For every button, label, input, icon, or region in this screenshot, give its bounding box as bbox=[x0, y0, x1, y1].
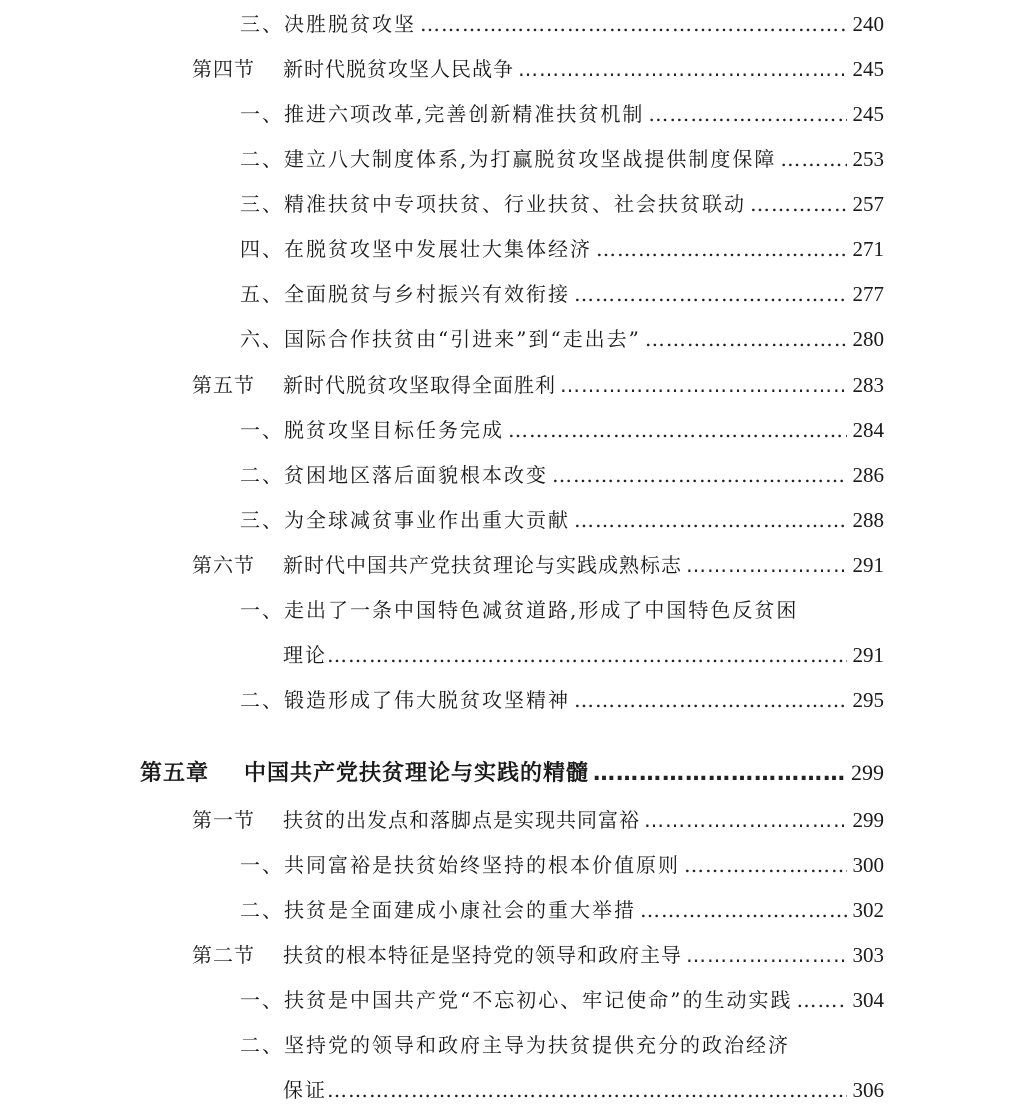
entry-number: 三、 bbox=[240, 12, 284, 36]
toc-entry-continuation[interactable] bbox=[283, 639, 884, 668]
dot-leader bbox=[686, 943, 847, 967]
entry-number: 五、 bbox=[240, 282, 284, 306]
toc-entry[interactable] bbox=[240, 8, 884, 37]
toc-entry-continuation[interactable] bbox=[283, 1074, 884, 1103]
toc-entry[interactable] bbox=[240, 233, 884, 262]
dot-leader bbox=[552, 463, 847, 487]
entry-number: 一、 bbox=[240, 853, 284, 877]
toc-section-entry[interactable] bbox=[192, 804, 884, 833]
dot-leader bbox=[327, 1078, 847, 1102]
page-number: 271 bbox=[852, 237, 884, 261]
entry-title: 扶贫是中国共产党“不忘初心、牢记使命”的生动实践 bbox=[284, 988, 793, 1012]
entry-title: 脱贫攻坚目标任务完成 bbox=[284, 418, 504, 442]
page-number: 295 bbox=[852, 688, 884, 712]
page-number: 299 bbox=[851, 760, 884, 785]
page-number: 286 bbox=[852, 463, 884, 487]
entry-title: 精准扶贫中专项扶贫、行业扶贫、社会扶贫联动 bbox=[284, 192, 746, 216]
page-number: 302 bbox=[852, 898, 884, 922]
toc-entry[interactable] bbox=[240, 188, 884, 217]
entry-number: 四、 bbox=[240, 237, 284, 261]
entry-title: 扶贫是全面建成小康社会的重大举措 bbox=[284, 898, 636, 922]
page-number: 306 bbox=[852, 1078, 884, 1102]
toc-entry[interactable] bbox=[240, 504, 884, 533]
dot-leader bbox=[574, 688, 847, 712]
toc-entry[interactable] bbox=[240, 98, 884, 127]
toc-entry[interactable] bbox=[240, 894, 884, 923]
toc-entry[interactable] bbox=[240, 459, 884, 488]
page-number: 284 bbox=[852, 418, 884, 442]
toc-entry[interactable] bbox=[240, 414, 884, 443]
toc-entry[interactable] bbox=[240, 278, 884, 307]
page-number: 245 bbox=[852, 102, 884, 126]
page-number: 240 bbox=[852, 12, 884, 36]
entry-title: 决胜脱贫攻坚 bbox=[284, 12, 416, 36]
section-number: 第六节 bbox=[192, 553, 255, 577]
dot-leader bbox=[574, 508, 847, 532]
entry-number: 一、 bbox=[240, 102, 284, 126]
dot-leader bbox=[796, 988, 846, 1012]
entry-title: 贫困地区落后面貌根本改变 bbox=[284, 463, 548, 487]
dot-leader bbox=[648, 102, 846, 126]
dot-leader bbox=[560, 373, 847, 397]
toc-section-entry[interactable] bbox=[192, 53, 884, 82]
entry-number: 一、 bbox=[240, 988, 284, 1012]
section-number: 第一节 bbox=[192, 808, 255, 832]
section-title: 扶贫的根本特征是坚持党的领导和政府主导 bbox=[283, 943, 682, 967]
dot-leader bbox=[645, 327, 847, 351]
dot-leader bbox=[420, 12, 847, 36]
entry-number: 三、 bbox=[240, 508, 284, 532]
page-number: 291 bbox=[852, 643, 884, 667]
page-number: 283 bbox=[852, 373, 884, 397]
toc-entry[interactable] bbox=[240, 323, 884, 352]
entry-number: 二、 bbox=[240, 688, 284, 712]
page-number: 299 bbox=[852, 808, 884, 832]
toc-section-entry[interactable] bbox=[192, 369, 884, 398]
entry-title-line1: 坚持党的领导和政府主导为扶贫提供充分的政治经济 bbox=[284, 1033, 790, 1057]
section-number: 第四节 bbox=[192, 57, 255, 81]
toc-chapter-entry[interactable] bbox=[140, 756, 884, 787]
toc-entry[interactable] bbox=[240, 849, 884, 878]
page-number: 304 bbox=[852, 988, 884, 1012]
chapter-number: 第五章 bbox=[140, 761, 210, 786]
entry-number: 二、 bbox=[240, 463, 284, 487]
entry-title: 推进六项改革,完善创新精准扶贫机制 bbox=[284, 102, 645, 126]
toc-entry[interactable] bbox=[240, 984, 884, 1013]
entry-title: 建立八大制度体系,为打赢脱贫攻坚战提供制度保障 bbox=[284, 147, 777, 171]
page-number: 253 bbox=[852, 147, 884, 171]
toc-entry[interactable] bbox=[240, 684, 884, 713]
section-number: 第二节 bbox=[192, 943, 255, 967]
dot-leader bbox=[574, 282, 847, 306]
chapter-title: 中国共产党扶贫理论与实践的精髓 bbox=[244, 761, 590, 786]
entry-number: 二、 bbox=[240, 147, 284, 171]
entry-title: 国际合作扶贫由“引进来”到“走出去” bbox=[284, 327, 641, 351]
page-number: 291 bbox=[852, 553, 884, 577]
entry-title: 在脱贫攻坚中发展壮大集体经济 bbox=[284, 237, 592, 261]
page-number: 277 bbox=[852, 282, 884, 306]
dot-leader bbox=[686, 553, 847, 577]
entry-number: 六、 bbox=[240, 327, 284, 351]
page-number: 257 bbox=[852, 192, 884, 216]
dot-leader bbox=[640, 898, 847, 922]
dot-leader bbox=[593, 761, 845, 786]
dot-leader bbox=[327, 643, 847, 667]
section-title: 新时代脱贫攻坚人民战争 bbox=[283, 57, 514, 81]
dot-leader bbox=[750, 192, 847, 216]
entry-title: 全面脱贫与乡村振兴有效衔接 bbox=[284, 282, 570, 306]
entry-title-line2: 理论 bbox=[283, 643, 327, 667]
page-number: 303 bbox=[852, 943, 884, 967]
toc-entry[interactable] bbox=[240, 594, 798, 623]
dot-leader bbox=[684, 853, 847, 877]
entry-number: 二、 bbox=[240, 898, 284, 922]
section-title: 扶贫的出发点和落脚点是实现共同富裕 bbox=[283, 808, 640, 832]
section-number: 第五节 bbox=[192, 373, 255, 397]
page-number: 288 bbox=[852, 508, 884, 532]
entry-title: 为全球减贫事业作出重大贡献 bbox=[284, 508, 570, 532]
section-title: 新时代脱贫攻坚取得全面胜利 bbox=[283, 373, 556, 397]
entry-number: 三、 bbox=[240, 192, 284, 216]
entry-number: 一、 bbox=[240, 418, 284, 442]
toc-section-entry[interactable] bbox=[192, 939, 884, 968]
dot-leader bbox=[518, 57, 847, 81]
dot-leader bbox=[596, 237, 847, 261]
dot-leader bbox=[508, 418, 847, 442]
toc-entry[interactable] bbox=[240, 143, 884, 172]
entry-number: 一、 bbox=[240, 598, 284, 622]
toc-section-entry[interactable] bbox=[192, 549, 884, 578]
dot-leader bbox=[644, 808, 847, 832]
section-title: 新时代中国共产党扶贫理论与实践成熟标志 bbox=[283, 553, 682, 577]
entry-title-line1: 走出了一条中国特色减贫道路,形成了中国特色反贫困 bbox=[284, 598, 799, 622]
entry-title: 共同富裕是扶贫始终坚持的根本价值原则 bbox=[284, 853, 680, 877]
page-number: 245 bbox=[852, 57, 884, 81]
entry-title: 锻造形成了伟大脱贫攻坚精神 bbox=[284, 688, 570, 712]
toc-entry[interactable] bbox=[240, 1029, 790, 1058]
entry-title-line2: 保证 bbox=[283, 1078, 327, 1102]
entry-number: 二、 bbox=[240, 1033, 284, 1057]
page-number: 280 bbox=[852, 327, 884, 351]
page-number: 300 bbox=[852, 853, 884, 877]
dot-leader bbox=[780, 147, 846, 171]
